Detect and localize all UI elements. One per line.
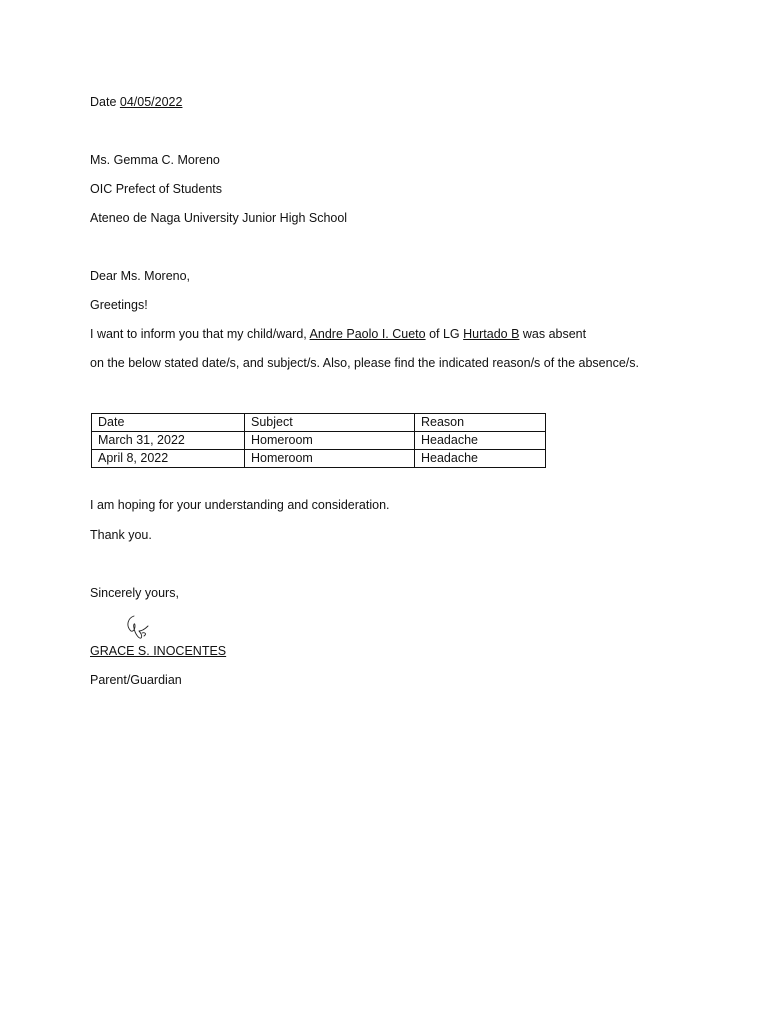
table-cell-subject: Homeroom — [245, 432, 415, 450]
salutation: Dear Ms. Moreno, — [90, 269, 191, 283]
table-header-row — [92, 414, 546, 432]
signatory-role: Parent/Guardian — [90, 673, 182, 687]
greeting: Greetings! — [90, 298, 148, 312]
body-line-1-before: I want to inform you that my child/ward, — [90, 327, 310, 341]
closing-line-2: Thank you. — [90, 528, 152, 542]
recipient-title: OIC Prefect of Students — [90, 182, 223, 196]
date-value: 04/05/2022 — [119, 95, 183, 109]
body-line-1-after: was absent — [519, 327, 587, 341]
table-header-subject: Subject — [245, 414, 415, 432]
table-cell-date: March 31, 2022 — [92, 432, 245, 450]
student-name: Andre Paolo I. Cueto — [309, 327, 426, 341]
absence-table — [91, 413, 546, 468]
student-section: Hurtado B — [463, 327, 520, 341]
table-cell-reason: Headache — [415, 450, 546, 468]
table-row — [92, 450, 546, 468]
sign-off: Sincerely yours, — [90, 586, 179, 600]
table-row — [92, 432, 546, 450]
table-cell-reason: Headache — [415, 432, 546, 450]
body-line-2: on the below stated date/s, and subject/s. Also, please find the indicated reason/s of the absence/s. — [90, 356, 639, 370]
date-label: Date — [90, 95, 117, 109]
table-cell-date: April 8, 2022 — [92, 450, 245, 468]
recipient-name: Ms. Gemma C. Moreno — [90, 153, 220, 167]
body-line-1 — [90, 326, 586, 342]
date-line — [90, 94, 182, 110]
table-cell-subject: Homeroom — [245, 450, 415, 468]
recipient-school: Ateneo de Naga University Junior High School — [90, 211, 348, 225]
table-header-reason: Reason — [415, 414, 546, 432]
signatory-name: GRACE S. INOCENTES — [90, 644, 227, 658]
closing-line-1: I am hoping for your understanding and consideration. — [90, 498, 390, 512]
table-header-date: Date — [92, 414, 245, 432]
body-line-1-middle: of LG — [425, 327, 464, 341]
signature-image — [124, 612, 152, 642]
